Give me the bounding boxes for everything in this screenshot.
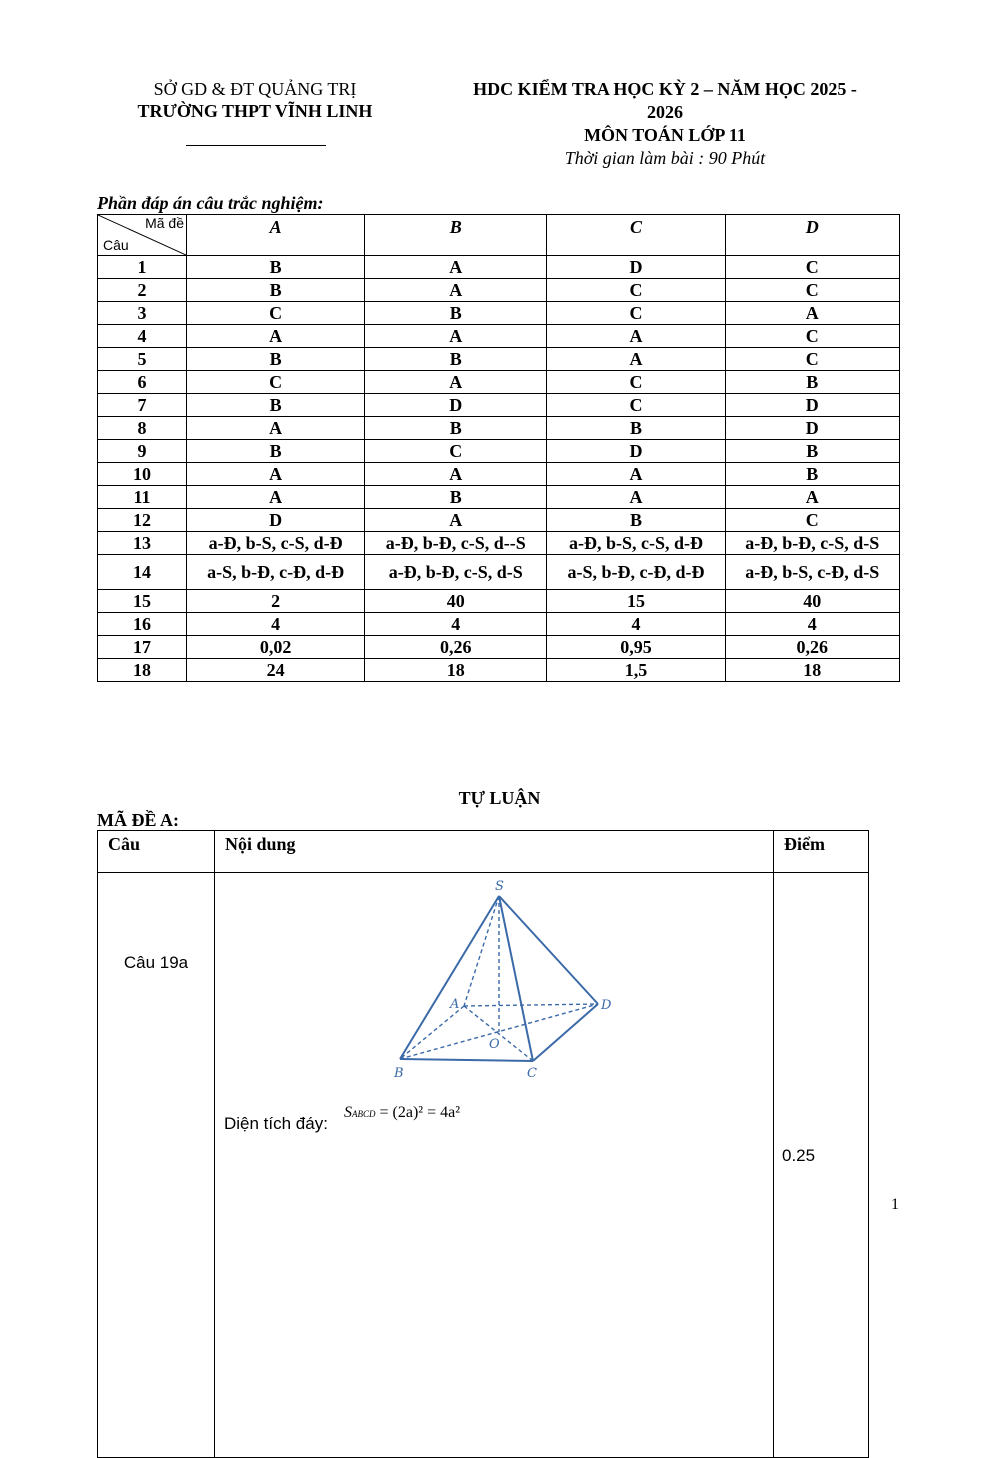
answer-code-a: B [187,440,365,463]
question-number: 2 [98,279,187,302]
answer-code-c: C [547,302,725,325]
answer-code-b: A [365,371,547,394]
answer-code-a: a-S, b-Đ, c-Đ, d-Đ [187,555,365,590]
answer-code-b: C [365,440,547,463]
answer-code-b: 0,26 [365,636,547,659]
answer-code-b: 40 [365,590,547,613]
question-number: 11 [98,486,187,509]
answer-code-b: B [365,417,547,440]
essay-row [98,873,869,1458]
essay-header-question: Câu [98,831,215,873]
answer-row [98,590,900,613]
answer-code-d: 40 [725,590,899,613]
exam-header [440,78,890,170]
answer-code-c: A [547,348,725,371]
answer-row [98,659,900,682]
answer-code-b: A [365,463,547,486]
answer-row [98,532,900,555]
answer-code-a: B [187,279,365,302]
answer-code-a: D [187,509,365,532]
question-number: 8 [98,417,187,440]
question-number: 15 [98,590,187,613]
essay-question-label: Câu 19a [98,873,215,1458]
vertex-label-c: C [527,1066,537,1081]
answer-code-d: C [725,325,899,348]
answer-row [98,555,900,590]
answer-code-d: C [725,256,899,279]
answer-code-c: C [547,394,725,417]
answer-row [98,417,900,440]
formula-lhs: S [344,1104,352,1121]
answer-code-b: 18 [365,659,547,682]
answer-code-d: A [725,302,899,325]
question-number: 9 [98,440,187,463]
answer-code-b: A [365,279,547,302]
vertex-label-o: O [489,1037,500,1052]
answer-code-c: a-Đ, b-S, c-S, d-Đ [547,532,725,555]
essay-title: TỰ LUẬN [458,788,541,808]
answer-code-a: C [187,302,365,325]
answer-code-c: D [547,256,725,279]
answer-code-b: B [365,302,547,325]
answer-row [98,394,900,417]
essay-table [97,830,869,1458]
answer-row [98,279,900,302]
exam-title-line1: HDC KIỂM TRA HỌC KỲ 2 – NĂM HỌC 2025 - [473,79,857,99]
answer-code-b: a-Đ, b-Đ, c-S, d-S [365,555,547,590]
answer-code-a: A [187,325,365,348]
answer-code-a: A [187,463,365,486]
answer-code-a: 24 [187,659,365,682]
answer-code-a: B [187,348,365,371]
answer-code-d: C [725,279,899,302]
answer-code-b: A [365,509,547,532]
answer-code-a: C [187,371,365,394]
answer-code-d: A [725,486,899,509]
vertex-label-b: B [394,1066,404,1081]
answer-code-d: a-Đ, b-Đ, c-S, d-S [725,532,899,555]
formula-subscript: ABCD [352,1109,376,1119]
code-header-label: Mã đề [145,215,184,231]
question-number: 14 [98,555,187,590]
answer-code-d: D [725,417,899,440]
answer-code-c: a-S, b-Đ, c-Đ, d-Đ [547,555,725,590]
question-number: 1 [98,256,187,279]
mc-section-label: Phần đáp án câu trắc nghiệm: [97,193,324,213]
answer-row [98,325,900,348]
answer-code-c: A [547,463,725,486]
answer-code-c: 4 [547,613,725,636]
answer-row [98,256,900,279]
answer-table-body [98,256,900,682]
question-number: 18 [98,659,187,682]
exam-code-label: MÃ ĐỀ A: [97,810,179,830]
answer-code-c: 1,5 [547,659,725,682]
answer-code-b: B [365,348,547,371]
answer-code-c: 0,95 [547,636,725,659]
school-name: TRƯỜNG THPT VĨNH LINH [137,101,373,121]
school-header [100,78,410,122]
answer-code-a: 0,02 [187,636,365,659]
answer-code-a: B [187,394,365,417]
answer-code-b: A [365,256,547,279]
essay-points-value: 0.25 [774,873,869,1458]
exam-title-line2: 2026 [647,102,683,122]
column-header-c: C [547,215,725,256]
question-number: 17 [98,636,187,659]
answer-code-c: C [547,279,725,302]
answer-row [98,636,900,659]
formula-rhs: = (2a)² = 4a² [379,1104,460,1121]
answer-row [98,486,900,509]
answer-code-b: a-Đ, b-Đ, c-S, d--S [365,532,547,555]
question-number: 6 [98,371,187,394]
answer-row [98,348,900,371]
answer-code-d: 0,26 [725,636,899,659]
answer-code-d: 4 [725,613,899,636]
subject-title: MÔN TOÁN LỚP 11 [584,125,746,145]
vertex-label-d: D [601,998,612,1013]
answer-code-a: A [187,417,365,440]
base-area-formula [344,1104,460,1122]
question-number: 16 [98,613,187,636]
column-header-a: A [187,215,365,256]
vertex-label-a: A [450,997,460,1012]
header-divider [186,145,326,146]
base-area-label: Diện tích đáy: [224,1114,328,1133]
answer-code-b: D [365,394,547,417]
question-header-label: Câu [103,237,129,253]
answer-row [98,302,900,325]
pyramid-figure [216,874,812,1104]
answer-code-d: B [725,371,899,394]
answer-code-b: B [365,486,547,509]
vertex-label-s: S [495,879,504,894]
answer-code-c: C [547,371,725,394]
answer-table-header [98,215,900,256]
answer-row [98,613,900,636]
essay-content-cell [215,873,774,1458]
question-number: 3 [98,302,187,325]
answer-code-c: A [547,486,725,509]
column-header-b: B [365,215,547,256]
answer-key-table [97,214,900,682]
question-number: 7 [98,394,187,417]
answer-code-d: a-Đ, b-S, c-Đ, d-S [725,555,899,590]
question-number: 12 [98,509,187,532]
answer-code-b: A [365,325,547,348]
answer-code-d: 18 [725,659,899,682]
answer-code-c: B [547,417,725,440]
page-number: 1 [891,1196,899,1213]
answer-row [98,463,900,486]
answer-row [98,440,900,463]
answer-code-c: B [547,509,725,532]
essay-header-points: Điểm [774,831,869,873]
answer-code-c: A [547,325,725,348]
answer-code-a: 4 [187,613,365,636]
answer-code-a: a-Đ, b-S, c-S, d-Đ [187,532,365,555]
diagonal-header-cell [98,215,187,256]
time-limit: Thời gian làm bài : 90 Phút [564,148,766,168]
answer-code-d: D [725,394,899,417]
answer-code-a: B [187,256,365,279]
essay-header-content: Nội dung [215,831,774,873]
answer-code-d: B [725,463,899,486]
answer-code-a: 2 [187,590,365,613]
answer-code-b: 4 [365,613,547,636]
answer-row [98,371,900,394]
question-number: 13 [98,532,187,555]
answer-code-d: C [725,509,899,532]
question-number: 4 [98,325,187,348]
answer-code-c: 15 [547,590,725,613]
column-header-d: D [725,215,899,256]
question-number: 10 [98,463,187,486]
essay-table-header [98,831,869,873]
department-name: SỞ GD & ĐT QUẢNG TRỊ [153,79,357,99]
answer-code-d: B [725,440,899,463]
answer-code-a: A [187,486,365,509]
answer-code-d: C [725,348,899,371]
answer-code-c: D [547,440,725,463]
answer-row [98,509,900,532]
question-number: 5 [98,348,187,371]
